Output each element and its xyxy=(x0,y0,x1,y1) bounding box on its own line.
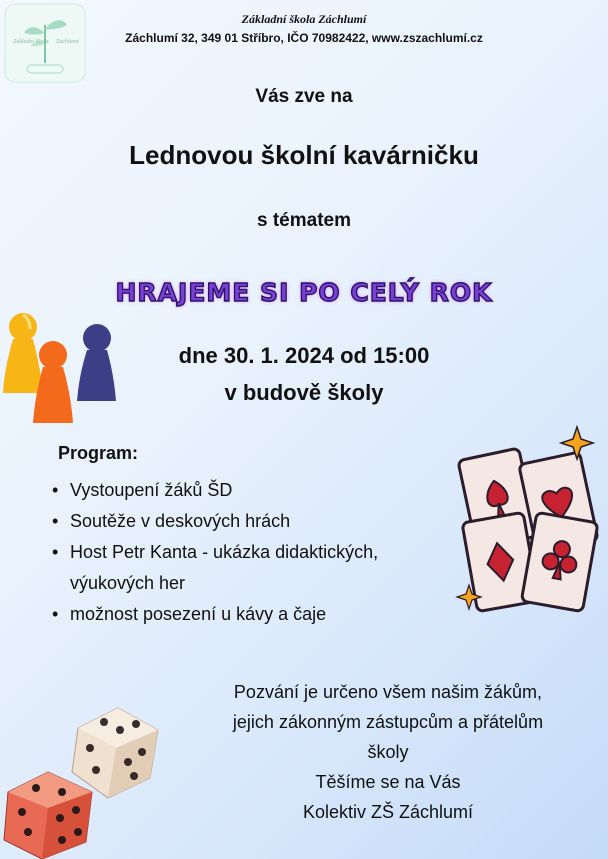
program-item: • možnost posezení u kávy a čaje xyxy=(52,599,378,630)
closing-message xyxy=(188,677,588,827)
closing-line: Těšíme se na Vás xyxy=(315,772,461,792)
program-item: • Vystoupení žáků ŠD xyxy=(52,475,378,506)
closing-line: jejich zákonným zástupcům a přátelům xyxy=(232,712,544,732)
theme-intro: s tématem xyxy=(257,210,351,231)
program-heading: Program: xyxy=(58,443,139,463)
playing-cards-icon xyxy=(455,425,605,615)
invitation-intro: Vás zve na xyxy=(255,86,353,107)
logo-text: Základní škola xyxy=(13,39,49,45)
logo-text-place: Záchlumí xyxy=(56,39,79,45)
school-name: Základní škola Záchlumí xyxy=(241,12,367,26)
program-item: • Soutěže v deskových hrách xyxy=(52,506,378,537)
beige-die xyxy=(72,708,158,798)
event-location: v budově školy xyxy=(224,380,384,405)
closing-line: Pozvání je určeno všem našim žákům, xyxy=(233,682,543,702)
closing-line: školy xyxy=(367,742,409,762)
school-address: Záchlumí 32, 349 01 Stříbro, IČO 70982422, www.zszachlumí.cz xyxy=(125,31,483,45)
closing-signature: Kolektiv ZŠ Záchlumí xyxy=(302,802,474,822)
program-item: • Host Petr Kanta - ukázka didaktických, xyxy=(52,537,378,568)
dice-icon xyxy=(0,700,170,859)
event-theme: HRAJEME SI PO CELÝ ROK xyxy=(115,278,493,307)
red-die xyxy=(4,772,92,859)
program-item-continuation: výukových her xyxy=(70,573,186,593)
event-title: Lednovou školní kavárničku xyxy=(129,140,479,170)
program-list xyxy=(52,475,378,630)
event-date-time: dne 30. 1. 2024 od 15:00 xyxy=(178,343,430,368)
